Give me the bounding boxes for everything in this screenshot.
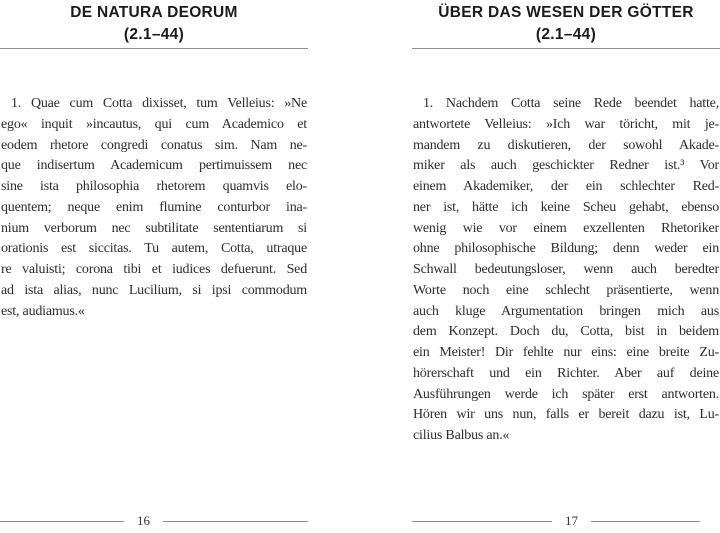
text-line: cilius Balbus an.«	[413, 428, 510, 443]
text-line: Worte noch eine schlecht präsentierte, wenn	[413, 282, 719, 298]
footer-rule-right-segment	[163, 521, 308, 522]
text-line: auch kluge Argumentation bringen mich aus	[413, 303, 719, 319]
text-line: 1. Quae cum Cotta dixisset, tum Velleius: »Ne	[11, 96, 307, 111]
footer-rule-left-segment	[0, 521, 124, 522]
page-number-right: 17	[565, 513, 578, 528]
latin-text-block	[1, 94, 307, 322]
footer-rule-left-segment	[412, 521, 552, 522]
text-line: einem Akademiker, der ein schlechter Red-	[413, 179, 719, 194]
text-line: 1. Nachdem Cotta seine Rede beendet hatte,	[423, 96, 719, 111]
text-line: antwortete Velleius: »Ich war töricht, mit je-	[413, 116, 719, 132]
page-title-latin: DE NATURA DEORUM	[70, 4, 238, 21]
page-number-left: 16	[137, 513, 150, 528]
text-line: orationis est siccitas. Tu autem, Cotta, utraque	[1, 241, 307, 257]
text-line: Hören wir uns nun, falls er bereit dazu ist, Lu-	[413, 407, 719, 423]
header-rule-left	[0, 48, 308, 49]
page-footer-left	[0, 513, 308, 529]
text-line: wenig wie vor einem exzellenten Rhetoriker	[413, 220, 719, 236]
footer-rule-right-segment	[591, 521, 700, 522]
text-line: hörerschaft und ein Richter. Aber auf deine	[413, 365, 719, 381]
text-line: mandem zu diskutieren, der sowohl Akade-	[413, 137, 719, 153]
page-footer-right	[412, 513, 720, 529]
page-header-right	[412, 0, 720, 49]
text-line: que indisertum Academicum pertimuissem nec	[1, 158, 307, 174]
header-rule-right	[412, 48, 720, 49]
section-range-right: (2.1–44)	[535, 26, 597, 43]
text-line: nium verborum nec subtilitate sententiarum si	[1, 220, 307, 236]
text-line: miker als auch geschickter Redner ist.³ Vor	[413, 158, 719, 174]
text-line: ad ista alias, nunc Lucilium, si ipsi commodum	[1, 282, 307, 298]
text-line: sine ista philosophia rhetorem quamvis elo-	[1, 179, 307, 194]
page-title-german: ÜBER DAS WESEN DER GÖTTER	[438, 4, 694, 21]
text-line: ner ist, hätte ich keine Scheu gehabt, ebenso	[413, 199, 719, 215]
text-line: dem Konzept. Doch du, Cotta, bist in beidem	[413, 324, 719, 340]
page-right-german	[412, 0, 720, 533]
page-left-latin	[0, 0, 308, 533]
text-line: ohne philosophische Bildung; denn weder ein	[413, 241, 719, 257]
text-line: Schwall bedeutungsloser, wenn auch beredter	[413, 262, 719, 277]
text-line: quentem; neque enim flumine conturbor ina-	[1, 199, 307, 215]
page-header-left	[0, 0, 308, 49]
german-text-block	[413, 94, 719, 447]
text-line: eodem rhetore congredi conatus sim. Nam ne-	[1, 137, 307, 153]
section-range-left: (2.1–44)	[123, 26, 185, 43]
text-line: re valuisti; corona tibi et iudices defuerunt. Sed	[1, 262, 307, 277]
text-line: Ausführungen werde ich später erst antworten.	[413, 386, 719, 402]
text-line: ego« inquit »incautus, qui cum Academico et	[1, 116, 307, 132]
text-line: est, audiamus.«	[1, 303, 85, 319]
text-line: ein Meister! Dir fehlte nur eins: eine breite Zu-	[413, 345, 719, 360]
